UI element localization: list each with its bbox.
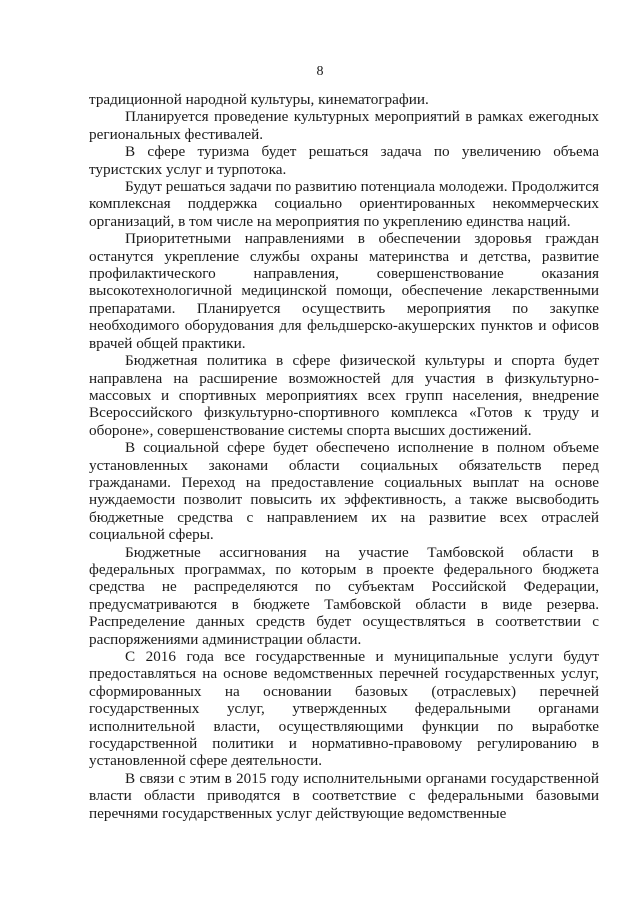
paragraph: С 2016 года все государственные и муниципальные услуги будут предоставляться на основе ведомственных перечней государственных услуг, сформированных на основании базовых (отраслевых) перечней государственных услуг, утвержденных федеральными органами исполнительной власти, осуществляющими функции по выработке государственной политики и нормативно-правовому регулированию в установленной сфере деятельности.: [89, 648, 599, 770]
paragraph: В социальной сфере будет обеспечено исполнение в полном объеме установленных законами области социальных обязательств перед гражданами. Переход на предоставление социальных выплат на основе нуждаемости позволит повысить их эффективность, а также высвободить бюджетные средства с направлением их на развитие всех отраслей социальной сферы.: [89, 439, 599, 544]
paragraph: В связи с этим в 2015 году исполнительными органами государственной власти области приводятся в соответствие с федеральными базовыми перечнями государственных услуг действующие ведомственные: [89, 769, 599, 822]
paragraph: Приоритетными направлениями в обеспечении здоровья граждан останутся укрепление службы охраны материнства и детства, развитие профилактического направления, совершенствование оказания высокотехнологичной медицинской помощи, обеспечение лекарственными препаратами. Планируется осуществить мероприятия по закупке необходимого оборудования для фельдшерско-акушерских пунктов и офисов врачей общей практики.: [89, 230, 599, 352]
paragraph: Будут решаться задачи по развитию потенциала молодежи. Продолжится комплексная поддержка социально ориентированных некоммерческих организаций, в том числе на мероприятия по укреплению единства наций.: [89, 178, 599, 230]
paragraph: Планируется проведение культурных мероприятий в рамках ежегодных региональных фестивалей.: [89, 108, 599, 143]
page-number: 8: [316, 64, 324, 79]
document-body: [89, 91, 599, 822]
paragraph: Бюджетная политика в сфере физической культуры и спорта будет направлена на расширение возможностей для участия в физкультурно-массовых и спортивных мероприятиях всех групп населения, внедрение Всероссийского физкультурно-спортивного комплекса «Готов к труду и обороне», совершенствование системы спорта высших достижений.: [89, 352, 599, 439]
paragraph-continuation: традиционной народной культуры, кинематографии.: [89, 91, 429, 108]
paragraph: Бюджетные ассигнования на участие Тамбовской области в федеральных программах, по которым в проекте федерального бюджета средства не распределяются по субъектам Российской Федерации, предусматриваются в бюджете Тамбовской области в виде резерва. Распределение данных средств будет осуществляться в соответствии с распоряжениями администрации области.: [89, 543, 599, 648]
paragraph: В сфере туризма будет решаться задача по увеличению объема туристских услуг и турпотока.: [89, 143, 599, 178]
